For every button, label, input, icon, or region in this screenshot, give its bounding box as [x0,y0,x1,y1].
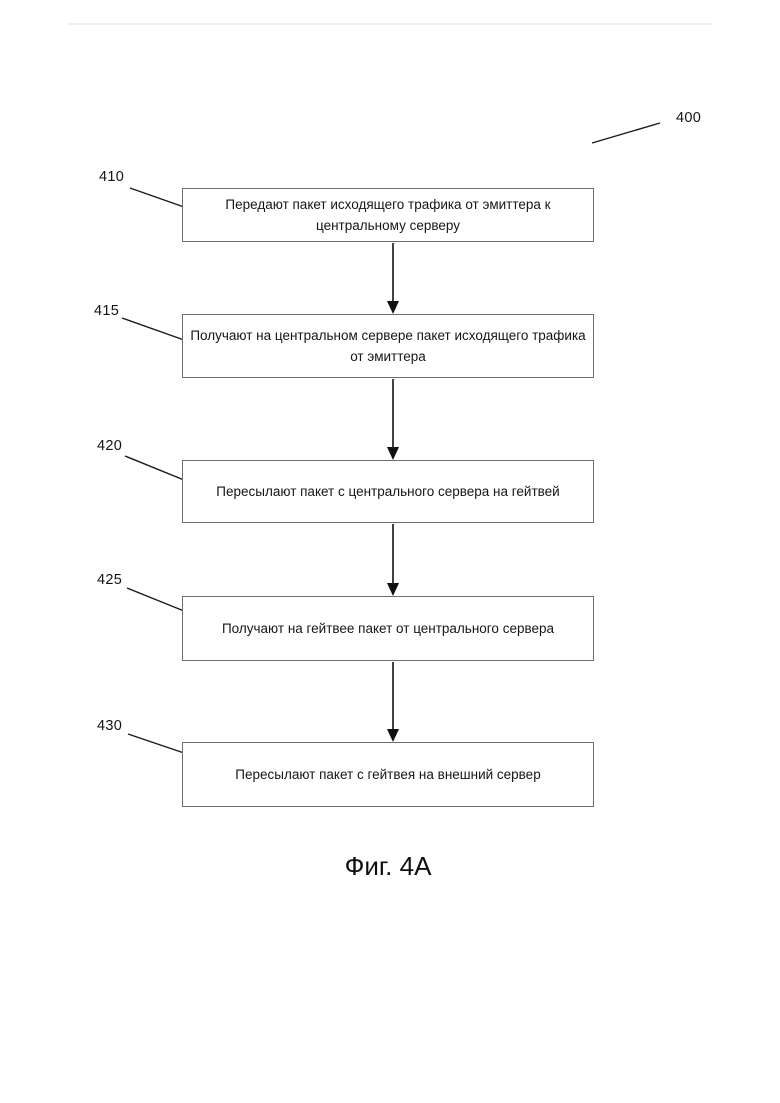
figure-caption: Фиг. 4А [344,851,432,881]
step-ref-label-410: 410 [99,169,125,185]
flow-step-box-425 [182,596,594,661]
flow-step-text: Пересылают пакет с гейтвея на внешний сервер [235,767,541,782]
step-ref-label-420: 420 [97,438,123,454]
step-ref-label-415: 415 [94,303,120,319]
figure-reference-number: 400 [676,110,702,126]
flow-step-box-430 [182,742,594,807]
step-ref-label-430: 430 [97,718,123,734]
leader-line-430 [128,734,184,753]
leader-line-425 [127,588,184,611]
flow-arrow-410-415 [387,243,399,314]
leader-line-415 [122,318,184,340]
flow-step-text: Получают на гейтвее пакет от центрального сервера [221,621,555,636]
flow-arrow-425-430 [387,662,399,742]
flow-step-box-420 [182,460,594,523]
flow-step-box-415 [182,314,594,378]
flow-step-box-410 [182,188,594,242]
flow-arrow-420-425 [387,524,399,596]
flow-arrow-415-420 [387,379,399,460]
flow-step-text: Получают на центральном сервере пакет исходящего трафика от эмиттера [190,328,586,364]
leader-line-400 [592,123,660,143]
step-ref-label-425: 425 [97,572,123,588]
leader-line-420 [125,456,184,480]
leader-line-410 [130,188,184,207]
flow-step-text: Передают пакет исходящего трафика от эмиттера к центральному серверу [225,197,551,233]
flow-step-text: Пересылают пакет с центрального сервера на гейтвей [216,484,560,499]
